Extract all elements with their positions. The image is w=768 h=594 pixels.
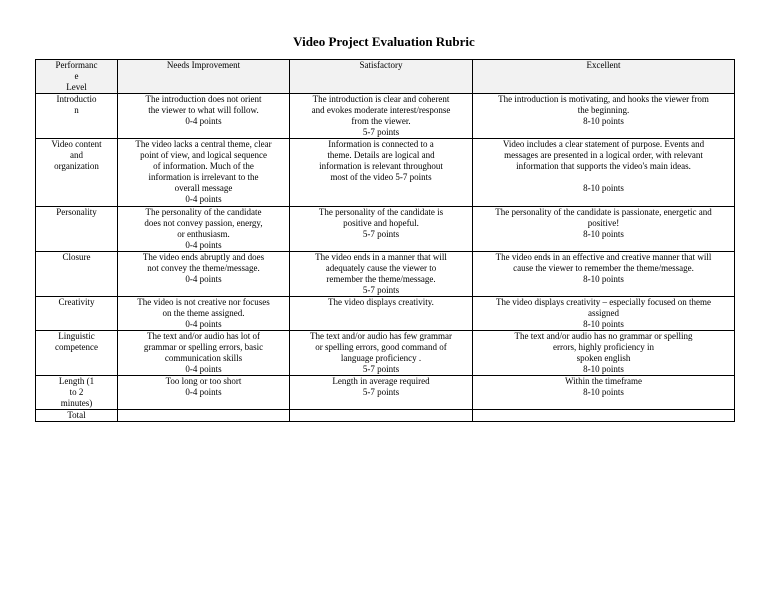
criterion-text: Creativity [58, 297, 95, 307]
needs-improvement-cell [118, 207, 290, 252]
cell-text [475, 172, 732, 183]
criterion-label [36, 139, 118, 207]
cell-text: 0-4 points [185, 319, 222, 329]
cell-text: The video ends in an effective and creative manner that will cause the viewer to remember the theme/message. [495, 252, 712, 273]
total-row [36, 410, 735, 422]
excellent-cell [473, 331, 735, 376]
rubric-table [35, 59, 735, 422]
satisfactory-cell [290, 139, 473, 207]
cell-text: The text and/or audio has few grammar or spelling errors, good command of language proficiency . [310, 331, 452, 363]
cell-text: The video displays creativity – especially focused on theme assigned [496, 297, 711, 318]
needs-improvement-cell [118, 94, 290, 139]
excellent-cell [473, 376, 735, 410]
cell-text: The personality of the candidate does not convey passion, energy, or enthusiasm. [144, 207, 263, 239]
cell-text: Video includes a clear statement of purpose. Events and messages are presented in a logical order, with relevant information that supports the video's main ideas. [502, 139, 705, 171]
criterion-text: Video content and organization [51, 139, 102, 171]
cell-text: The introduction is motivating, and hooks the viewer from the beginning. [498, 94, 709, 115]
criterion-text: Closure [62, 252, 91, 262]
total-empty-cell [118, 410, 290, 422]
cell-text: 5-7 points [362, 127, 400, 137]
cell-text: The video lacks a central theme, clear point of view, and logical sequence of information. Much of the information is irrelevant to the overall message [135, 139, 272, 193]
cell-text: 8-10 points [583, 229, 624, 239]
cell-text: The text and/or audio has no grammar or spelling errors, highly proficiency in spoken english [514, 331, 693, 363]
total-empty-cell [473, 410, 735, 422]
total-empty-cell [290, 410, 473, 422]
criterion-label [36, 376, 118, 410]
cell-text: The video is not creative nor focuses on the theme assigned. [137, 297, 270, 318]
cell-text: The introduction does not orient the viewer to what will follow. [145, 94, 262, 115]
total-label: Total [36, 410, 118, 422]
cell-text: The personality of the candidate is passionate, energetic and positive! [495, 207, 712, 228]
header-performance-level: Performanc e Level [36, 60, 118, 94]
table-row [36, 376, 735, 410]
cell-text: 8-10 points [583, 364, 624, 374]
cell-text: 8-10 points [583, 387, 624, 397]
cell-text: The video ends in a manner that will adequately cause the viewer to remember the theme/message. [315, 252, 447, 284]
cell-text: Length in average required [332, 376, 430, 386]
table-row [36, 252, 735, 297]
rubric-body [36, 94, 735, 422]
satisfactory-cell [290, 207, 473, 252]
satisfactory-cell [290, 94, 473, 139]
cell-text: 5-7 points [362, 229, 400, 239]
cell-text: 0-4 points [185, 116, 222, 126]
header-excellent: Excellent [473, 60, 735, 94]
cell-text: 5-7 points [362, 285, 400, 295]
criterion-text: Introductio n [56, 94, 97, 115]
cell-text: The personality of the candidate is positive and hopeful. [318, 207, 444, 228]
cell-text: 0-4 points [185, 364, 222, 374]
cell-text: 5-7 points [362, 387, 400, 397]
satisfactory-cell [290, 376, 473, 410]
criterion-text: Length (1 to 2 minutes) [58, 376, 95, 408]
cell-text: Too long or too short [165, 376, 242, 386]
header-row [36, 60, 735, 94]
excellent-cell [473, 139, 735, 207]
cell-text: The video ends abruptly and does not convey the theme/message. [142, 252, 265, 273]
criterion-label [36, 297, 118, 331]
criterion-text: Linguistic competence [55, 331, 98, 352]
cell-text: Within the timeframe [564, 376, 643, 386]
cell-text: 8-10 points [583, 274, 624, 284]
needs-improvement-cell [118, 376, 290, 410]
cell-text: 0-4 points [185, 387, 222, 397]
criterion-label [36, 94, 118, 139]
table-row [36, 297, 735, 331]
excellent-cell [473, 94, 735, 139]
excellent-cell [473, 207, 735, 252]
needs-improvement-cell [118, 139, 290, 207]
cell-text: 0-4 points [185, 240, 222, 250]
table-row [36, 94, 735, 139]
header-needs-improvement: Needs Improvement [118, 60, 290, 94]
document-title: Video Project Evaluation Rubric [293, 34, 475, 49]
cell-text: The video displays creativity. [328, 297, 434, 307]
criterion-label [36, 252, 118, 297]
satisfactory-cell [290, 331, 473, 376]
criterion-label [36, 207, 118, 252]
satisfactory-cell [290, 252, 473, 297]
table-row [36, 207, 735, 252]
needs-improvement-cell [118, 297, 290, 331]
cell-text: 8-10 points [583, 183, 624, 193]
cell-text: 5-7 points [362, 364, 400, 374]
cell-text: 8-10 points [583, 319, 624, 329]
table-row [36, 331, 735, 376]
excellent-cell [473, 297, 735, 331]
criterion-text: Personality [56, 207, 97, 217]
cell-text: 0-4 points [185, 194, 222, 204]
excellent-cell [473, 252, 735, 297]
cell-text: 8-10 points [583, 116, 624, 126]
cell-text: Information is connected to a theme. Details are logical and information is relevant throughout most of the video 5-7 points [319, 139, 443, 182]
cell-text: The introduction is clear and coherent and evokes moderate interest/response from the viewer. [311, 94, 451, 126]
criterion-label [36, 331, 118, 376]
table-row [36, 139, 735, 207]
needs-improvement-cell [118, 331, 290, 376]
satisfactory-cell [290, 297, 473, 331]
cell-text: 0-4 points [185, 274, 222, 284]
needs-improvement-cell [118, 252, 290, 297]
header-satisfactory: Satisfactory [290, 60, 473, 94]
cell-text: The text and/or audio has lot of grammar or spelling errors, basic communication skills [143, 331, 264, 363]
